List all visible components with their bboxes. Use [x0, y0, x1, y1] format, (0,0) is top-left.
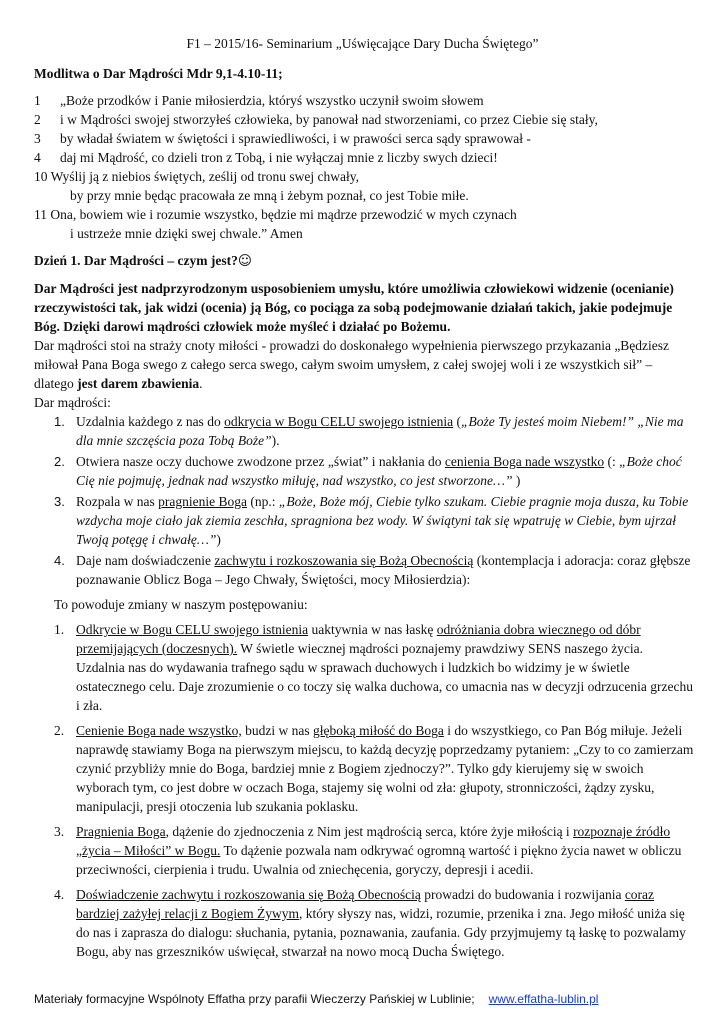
cnota-paragraph: Dar mądrości stoi na straży cnoty miłości - prowadzi do doskonałego wypełnienia pierwszego przykazania „Będziesz miłował Pana Boga swego z całego serca swego, całym swoim umysłem, z całej swojej woli i ze wszystkich sił” – dlatego jest darem zbawienia. [34, 338, 670, 391]
effects-list [34, 620, 694, 961]
list-item: 3. Rozpala w nas pragnienie Boga (np.: „Boże, Boże mój, Ciebie tylko szukam. Ciebie pragnie moja dusza, ku Tobie wzdycha moje ciało jak ziemia zeschła, spragniona bez wody. W świątyni tak się wpatruję w Ciebie, bym ujrzał Twoją potęgę i chwałę…”) [54, 494, 689, 547]
prayer-line-11a: 11 Ona, bowiem wie i rozumie wszystko, będzie mi mądrze przewodzić w mych czynach [34, 207, 517, 222]
footer-text: Materiały formacyjne Wspólnoty Effatha przy parafii Wieczerzy Pańskiej w Lublinie; [34, 992, 475, 1006]
day-title: Dzień 1. Dar Mądrości – czym jest?☺ [34, 253, 252, 269]
dar-intro: Dar mądrości: [34, 395, 111, 410]
prayer-line-1: 1 „Boże przodków i Panie miłosierdzia, któryś wszystko uczynił swoim słowem [34, 93, 484, 108]
prayer-line-4: 4 daj mi Mądrość, co dzieli tron z Tobą, i nie wyłączaj mnie z liczby swych dzieci! [34, 150, 498, 165]
list-item: 4. Doświadczenie zachwytu i rozkoszowania się Bożą Obecnością prowadzi do budowania i rozwijania coraz bardziej zażyłej relacji z Bogiem Żywym, który słyszy nas, widzi, rozumie, przenika i zna. Jego miłość uniża się do nas i zaprasza do dialogu: słuchania, pytania, poznawania, zaufania. Gdy przyjmujemy tą łaskę to pozwalamy Bogu, aby nas grzeszników uświęcał, stwarzał na nowo mocą Ducha Świętego. [54, 887, 686, 959]
definition-paragraph: Dar Mądrości jest nadprzyrodzonym usposobieniem umysłu, które umożliwia człowiekowi widzenie (ocenianie) rzeczywistości tak, jak widzi (ocenia) ją Bóg, co pociąga za sobą podejmowanie działań takich, jakie podejmuje Bóg. Dzięki darowi mądrości człowiek może myśleć i działać po Bożemu. [34, 281, 674, 334]
prayer-title: Modlitwa o Dar Mądrości Mdr 9,1-4.10-11; [34, 66, 283, 81]
list-item: 1. Odkrycie w Bogu CELU swojego istnienia uaktywnia w nas łaskę odróżniania dobra wiecznego od dóbr przemijających (doczesnych). W świetle wiecznej mądrości poznajemy prawdziwy SENS naszego życia. Uzdalnia nas do wydawania trafnego sądu w sprawach duchowych i ludzkich bo widzimy je w świetle ostatecznego celu. Daje zrozumienie o co toczy się walka duchowa, co umacnia nas w decyzji odrzucenia grzechu i zła. [54, 622, 693, 713]
list-item: 2. Cenienie Boga nade wszystko, budzi w nas głęboką miłość do Boga i do wszystkiego, co Pan Bóg miłuje. Jeżeli naprawdę stawiamy Boga na pierwszym miejscu, to każdą decyzję poprzedzamy pytaniem: „Czy to co zamierzam czynić przybliży mnie do Boga, bardziej mnie z Bogiem zjednoczy?”. Tylko gdy kierujemy się w swoich wyborach tym, co jest dobre w oczach Boga, stajemy się wolni od zła: głupoty, stronniczości, żądzy zysku, manipulacji, presji otoczenia lub szukania poklasku. [54, 723, 694, 814]
prayer-lines [34, 91, 694, 243]
document-content [34, 64, 694, 967]
website-link[interactable]: www.effatha-lublin.pl [488, 992, 599, 1006]
prayer-line-10b: by przy mnie będąc pracowała ze mną i żebym poznał, co jest Tobie miłe. [70, 188, 469, 203]
list-item: 2. Otwiera nasze oczy duchowe zwodzone przez „świat” i nakłania do cenienia Boga nade wszystko (: „Boże choć Cię nie pojmuję, jednak nad wszystko miłuję, nad wszystko, co jest stworzone…” ) [54, 454, 682, 488]
list-item: 3. Pragnienia Boga, dążenie do zjednoczenia z Nim jest mądrością serca, które żyje miłością i rozpoznaje źródło „życia – Miłości” w Bogu. To dążenie pozwala nam odkrywać ogromną wartość i piękno życia nawet w obliczu przeciwności, cierpienia i trudu. Uwalnia od zniechęcenia, goryczy, depresji i acedii. [54, 824, 682, 877]
prayer-line-11b: i ustrzeże mnie dzięki swej chwale.” Amen [70, 226, 303, 241]
gift-list [34, 412, 694, 589]
page-footer [34, 992, 694, 1006]
prayer-line-3: 3 by władał światem w świętości i sprawiedliwości, i w prawości serca sądy sprawował - [34, 131, 531, 146]
smiley-icon: ☺ [237, 253, 252, 269]
list-item: 4. Daje nam doświadczenie zachwytu i rozkoszowania się Bożą Obecnością (kontemplacja i adoracja: coraz głębsze poznawanie Oblicz Boga – Jego Chwały, Świętości, mocy Miłosierdzia): [54, 553, 691, 587]
page-header: F1 – 2015/16- Seminarium „Uświęcające Dary Ducha Świętego” [186, 36, 539, 51]
prayer-line-2: 2 i w Mądrości swojej stworzyłeś człowieka, by panował nad stworzeniami, co przez Ciebie się stały, [34, 112, 598, 127]
prayer-line-10a: 10 Wyślij ją z niebios świętych, ześlij od tronu swej chwały, [34, 169, 360, 184]
list-item: 1. Uzdalnia każdego z nas do odkrycia w Bogu CELU swojego istnienia („Boże Ty jesteś moim Niebem!” „Nie ma dla mnie szczęścia poza Tobą Boże”). [54, 414, 684, 448]
effects-intro: To powoduje zmiany w naszym postępowaniu: [54, 597, 308, 612]
